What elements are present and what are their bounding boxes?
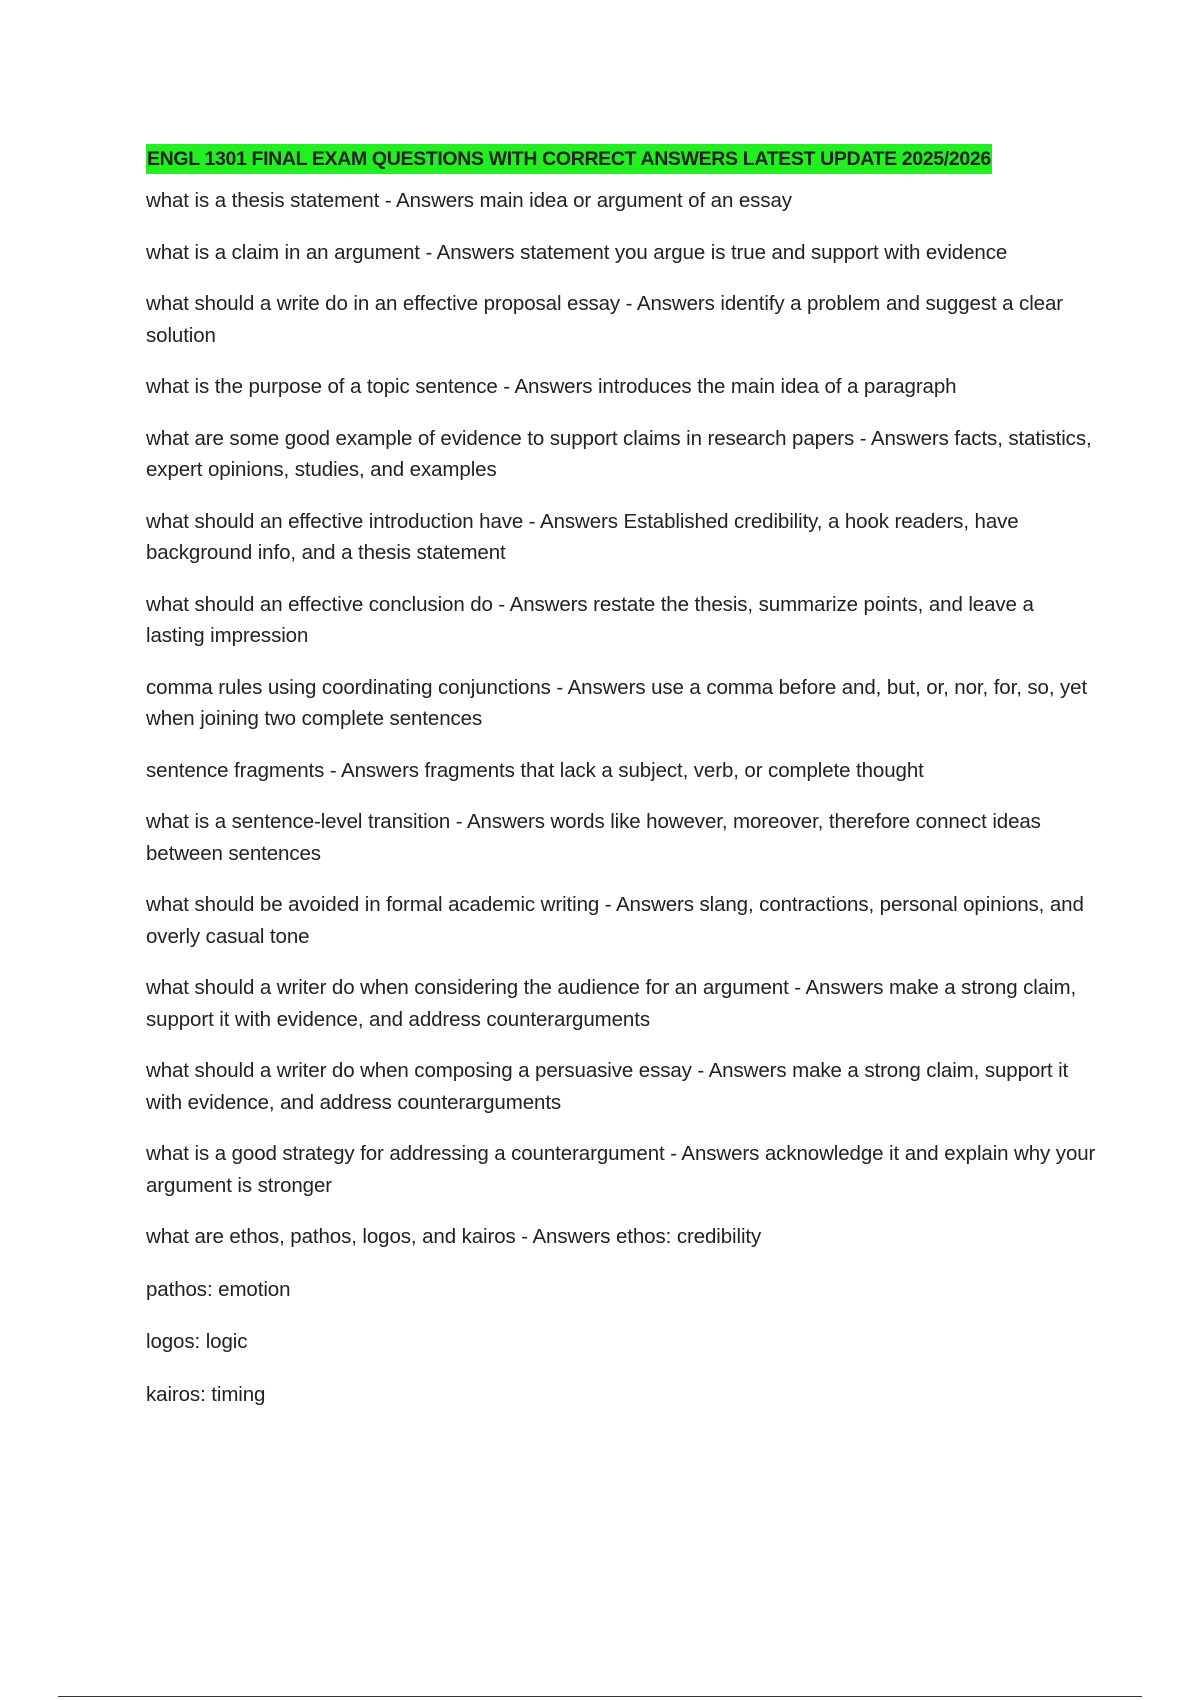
qa-item: sentence fragments - Answers fragments that lack a subject, verb, or complete thought (146, 758, 924, 782)
footer-divider (58, 1696, 1142, 1697)
qa-item: what should a writer do when considering the audience for an argument - Answers make a strong claim, support it with evidence, and address counterarguments (146, 976, 1077, 1031)
qa-item-continuation: kairos: timing (146, 1382, 266, 1406)
title-row (146, 144, 1096, 185)
qa-item: what should an effective conclusion do - Answers restate the thesis, summarize points, and leave a lasting impression (146, 592, 1034, 647)
qa-item: what should a writer do when composing a persuasive essay - Answers make a strong claim, support it with evidence, and address counterarguments (146, 1059, 1069, 1114)
qa-item: what should an effective introduction have - Answers Established credibility, a hook readers, have background info, and a thesis statement (146, 509, 1019, 564)
qa-item: what is a claim in an argument - Answers statement you argue is true and support with evidence (146, 240, 1008, 264)
qa-item-continuation: pathos: emotion (146, 1277, 291, 1301)
qa-item: what should a write do in an effective proposal essay - Answers identify a problem and suggest a clear solution (146, 292, 1063, 347)
document-content (146, 144, 1096, 1431)
qa-item: what is a sentence-level transition - Answers words like however, moreover, therefore connect ideas between sentences (146, 810, 1041, 865)
document-title: ENGL 1301 FINAL EXAM QUESTIONS WITH CORRECT ANSWERS LATEST UPDATE 2025/2026 (146, 144, 992, 174)
qa-item: what are ethos, pathos, logos, and kairos - Answers ethos: credibility (146, 1225, 762, 1248)
qa-item: what is a good strategy for addressing a counterargument - Answers acknowledge it and explain why your argument is stronger (146, 1142, 1096, 1197)
qa-item: comma rules using coordinating conjunctions - Answers use a comma before and, but, or, nor, for, so, yet when joining two complete sentences (146, 675, 1088, 730)
qa-item-continuation: logos: logic (146, 1330, 248, 1353)
qa-item: what is the purpose of a topic sentence - Answers introduces the main idea of a paragraph (146, 375, 957, 398)
qa-item: what should be avoided in formal academic writing - Answers slang, contractions, personal opinions, and overly casual tone (146, 893, 1084, 948)
qa-item: what is a thesis statement - Answers main idea or argument of an essay (146, 189, 792, 212)
qa-item: what are some good example of evidence to support claims in research papers - Answers facts, statistics, expert opinions, studies, and examples (146, 426, 1092, 481)
